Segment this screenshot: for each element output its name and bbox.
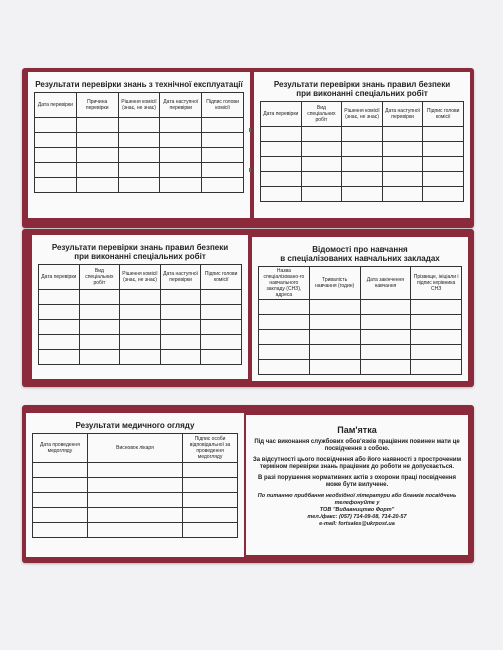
medical-table bbox=[32, 433, 238, 538]
col-header: Підпис особи відповідальної за проведення медогляду bbox=[183, 434, 238, 463]
staple bbox=[249, 128, 251, 132]
col-header: Причина перевірки bbox=[76, 93, 118, 118]
col-header: Рішення комісії (знає, не знає) bbox=[120, 265, 161, 290]
col-header: Прізвище, ініціали і підпис керівника СНЗ bbox=[411, 267, 462, 300]
section-title: Результати медичного огляду bbox=[75, 421, 195, 430]
section-title: Результати перевірки знань з технічної експлуатації bbox=[35, 80, 243, 89]
checks-table bbox=[34, 92, 244, 193]
title-line: Відомості про навчання bbox=[312, 245, 408, 254]
table-row bbox=[35, 163, 244, 178]
table-row bbox=[35, 148, 244, 163]
table-row bbox=[33, 508, 238, 523]
page-medical-exam bbox=[26, 413, 244, 557]
table-row bbox=[39, 335, 242, 350]
section-title bbox=[258, 245, 462, 263]
table-row bbox=[259, 360, 462, 375]
title-line: Результати перевірки знань правил безпеки bbox=[273, 80, 451, 89]
booklet-technical-operation bbox=[22, 68, 474, 228]
checks-table bbox=[38, 264, 242, 365]
table-row bbox=[261, 127, 464, 142]
section-title bbox=[260, 80, 464, 98]
col-header: Підпис голови комісії bbox=[423, 102, 464, 127]
col-header: Дата наступної перевірки bbox=[382, 102, 423, 127]
title-line: при виконанні спеціальних робіт bbox=[74, 252, 206, 261]
table-row bbox=[33, 478, 238, 493]
table-row bbox=[33, 463, 238, 478]
col-header: Дата перевірки bbox=[39, 265, 80, 290]
table-row bbox=[259, 330, 462, 345]
title-line: Результати перевірки знань правил безпеки bbox=[51, 243, 229, 252]
col-header: Дата закінчення навчання bbox=[360, 267, 411, 300]
title-line: при виконанні спеціальних робіт bbox=[296, 89, 428, 98]
checks-table bbox=[260, 101, 464, 202]
memo-title: Пам'ятка bbox=[337, 425, 377, 435]
page-memo bbox=[246, 415, 468, 555]
page-special-works-checks bbox=[254, 72, 470, 218]
table-row bbox=[39, 320, 242, 335]
col-header: Рішення комісії (знає, не знає) bbox=[342, 102, 383, 127]
booklet-medical bbox=[22, 405, 474, 563]
table-row bbox=[261, 187, 464, 202]
table-row bbox=[259, 300, 462, 315]
table-row bbox=[33, 523, 238, 538]
section-title bbox=[38, 243, 242, 261]
memo-paragraph: Під час виконання службових обов'язків працівник повинен мати це посвідчення з собою. bbox=[254, 439, 460, 452]
training-table bbox=[258, 266, 462, 375]
booklet-special-works bbox=[22, 229, 474, 387]
col-header: Висновок лікаря bbox=[87, 434, 182, 463]
table-row bbox=[33, 493, 238, 508]
col-header: Підпис голови комісії bbox=[201, 265, 242, 290]
contact-line: По питанню придбання необхідної літератури або бланків посвідчень телефонуйте у bbox=[257, 493, 457, 506]
table-row bbox=[259, 345, 462, 360]
table-row bbox=[259, 315, 462, 330]
col-header: Підпис голови комісії bbox=[202, 93, 244, 118]
col-header: Дата наступної перевірки bbox=[160, 93, 202, 118]
col-header: Вид спеціальних робіт bbox=[301, 102, 342, 127]
contact-line: ТОВ "Видавництво Форт" bbox=[319, 507, 395, 513]
col-header: Дата перевірки bbox=[261, 102, 302, 127]
table-row bbox=[39, 290, 242, 305]
table-row bbox=[35, 133, 244, 148]
col-header: Дата перевірки bbox=[35, 93, 77, 118]
table-row bbox=[261, 172, 464, 187]
memo-paragraph: В разі порушення нормативних актів з охорони праці посвідчення може бути вилучене. bbox=[257, 475, 457, 488]
col-header: Дата проведення медогляду bbox=[33, 434, 88, 463]
table-row bbox=[261, 142, 464, 157]
contact-line: e-mail: fortsales@ukrpost.ua bbox=[319, 521, 395, 527]
staple bbox=[249, 168, 251, 172]
col-header: Тривалість навчання (годин) bbox=[309, 267, 360, 300]
memo-paragraph: За відсутності цього посвідчення або його наявності з простроченим терміном перевірки знань працівник до роботи не допускається. bbox=[252, 457, 462, 470]
memo-contact bbox=[252, 493, 462, 528]
col-header: Рішення комісії (знає, не знає) bbox=[118, 93, 160, 118]
contact-line: тел./факс: (057) 714-09-08, 714-20-57 bbox=[307, 514, 407, 520]
col-header: Вид спеціальних робіт bbox=[79, 265, 120, 290]
page-special-works-checks bbox=[32, 235, 248, 379]
page-technical-operation-checks bbox=[28, 72, 250, 218]
table-row bbox=[35, 118, 244, 133]
col-header: Дата наступної перевірки bbox=[160, 265, 201, 290]
col-header: Назва спеціалізовано-го навчального закладу (СНЗ), адреса bbox=[259, 267, 310, 300]
page-training-info bbox=[252, 237, 468, 381]
table-row bbox=[39, 350, 242, 365]
title-line: в спеціалізованих навчальних закладах bbox=[280, 254, 440, 263]
table-row bbox=[261, 157, 464, 172]
table-row bbox=[39, 305, 242, 320]
table-row bbox=[35, 178, 244, 193]
